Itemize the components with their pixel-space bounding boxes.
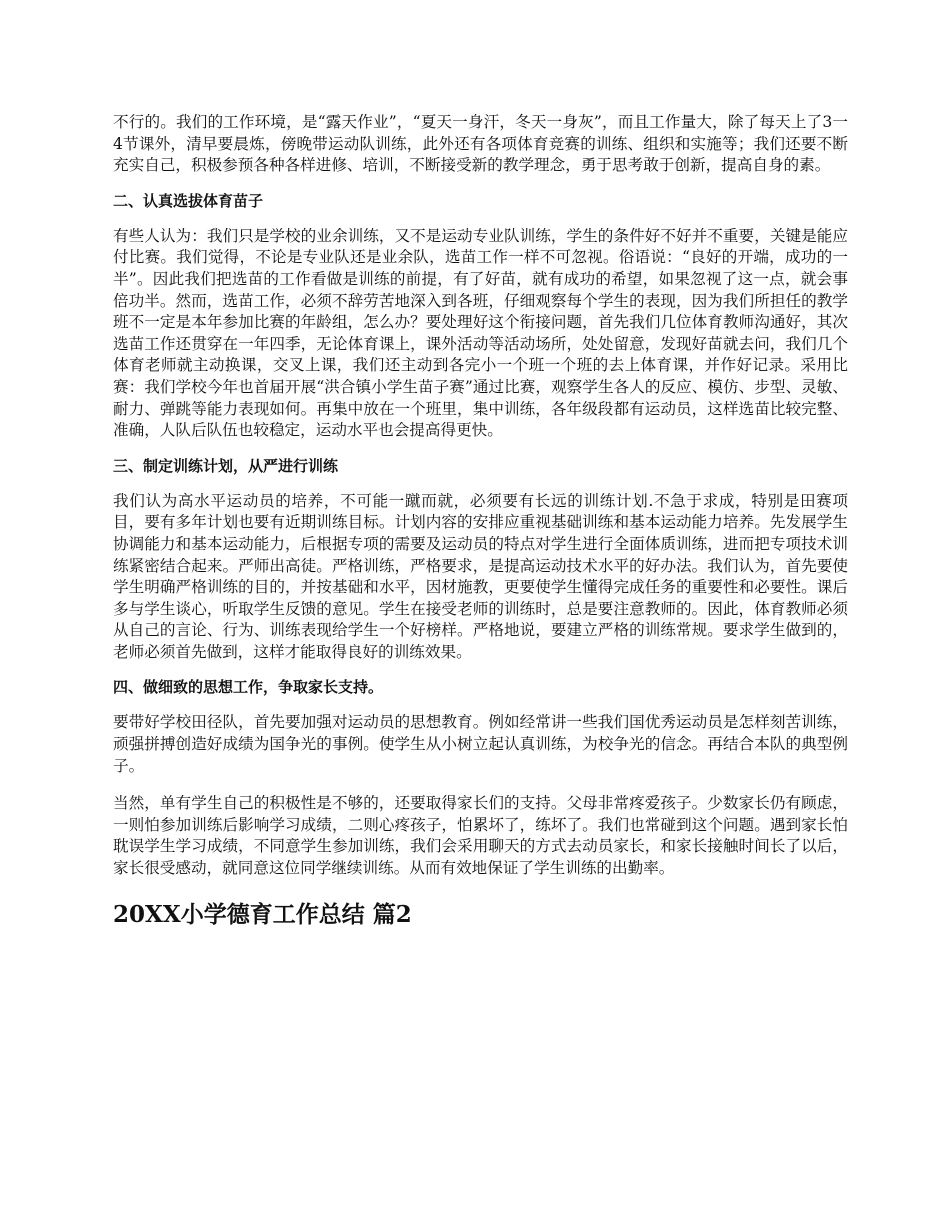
section-paragraph-4b: 当然，单有学生自己的积极性是不够的，还要取得家长们的支持。父母非常疼爱孩子。少数家长仍有顾虑，一则怕参加训练后影响学习成绩，二则心疼孩子，怕累坏了，练坏了。我们也常碰到这个问题。遇到家长怕耽误学生学习成绩，不同意学生参加训练，我们会采用聊天的方式去动员家长，和家长接触时间长了以后，家长很受感动，就同意这位同学继续训练。从而有效地保证了学生训练的出勤率。 bbox=[113, 794, 848, 878]
intro-paragraph: 不行的。我们的工作环境，是“露天作业”，“夏天一身汗，冬天一身灰”，而且工作量大，除了每天上了3一4节课外，清早要晨炼，傍晚带运动队训练，此外还有各项体育竞赛的训练、组织和实施等；我们还要不断充实自己，积极参预各种各样进修、培训，不断接受新的教学理念，勇于思考敢于创新，提高自身的素。 bbox=[113, 113, 848, 175]
section-heading-4: 四、做细致的思想工作，争取家长支持。 bbox=[113, 678, 384, 697]
section-paragraph-2: 有些人认为：我们只是学校的业余训练，又不是运动专业队训练，学生的条件好不好并不重要，关键是能应付比赛。我们觉得，不论是专业队还是业余队，选苗工作一样不可忽视。俗语说：“良好的开端，成功的一半”。因此我们把选苗的工作看做是训练的前提，有了好苗，就有成功的希望，如果忽视了这一点，就会事倍功半。然而，选苗工作，必须不辞劳苦地深入到各班，仔细观察每个学生的表现，因为我们所担任的教学班不一定是本年参加比赛的年龄组，怎么办？要处理好这个衔接问题，首先我们几位体育教师沟通好，其次选苗工作还贯穿在一年四季，无论体育课上，课外活动等活动场所，处处留意，发现好苗就去问，我们几个体育老师就主动换课，交叉上课，我们还主动到各完小一个班一个班的去上体育课，并作好记录。采用比赛：我们学校今年也首届开展“洪合镇小学生苗子赛”通过比赛，观察学生各人的反应、模仿、步型、灵敏、耐力、弹跳等能力表现如何。再集中放在一个班里，集中训练，各年级段都有运动员，这样选苗比较完整、准确，人队后队伍也较稳定，运动水平也会提高得更快。 bbox=[113, 226, 848, 440]
section-heading-2: 二、认真选拔体育苗子 bbox=[113, 191, 264, 210]
section-paragraph-4a: 要带好学校田径队，首先要加强对运动员的思想教育。例如经常讲一些我们国优秀运动员是怎样刻苦训练，顽强拼搏创造好成绩为国争光的事例。使学生从小树立起认真训练，为校争光的信念。再结合本队的典型例子。 bbox=[113, 713, 848, 775]
next-article-title: 20XX小学德育工作总结 篇2 bbox=[113, 900, 412, 928]
section-paragraph-3: 我们认为高水平运动员的培养，不可能一蹴而就，必须要有长远的训练计划.不急于求成，特别是田赛项目，要有多年计划也要有近期训练目标。计划内容的安排应重视基础训练和基本运动能力培养。先发展学生协调能力和基本运动能力，后根据专项的需要及运动员的特点对学生进行全面体质训练，进而把专项技术训练紧密结合起来。严师出高徒。严格训练，严格要求，是提高运动技术水平的好办法。我们认为，首先要使学生明确严格训练的目的，并按基础和水平，因材施教，更要使学生懂得完成任务的重要性和必要性。课后多与学生谈心，听取学生反馈的意见。学生在接受老师的训练时，总是要注意教师的。因此，体育教师必须从自己的言论、行为、训练表现给学生一个好榜样。严格地说，要建立严格的训练常规。要求学生做到的，老师必须首先做到，这样才能取得良好的训练效果。 bbox=[113, 491, 848, 661]
document-page bbox=[113, 112, 848, 930]
section-heading-3: 三、制定训练计划，从严进行训练 bbox=[113, 456, 339, 475]
